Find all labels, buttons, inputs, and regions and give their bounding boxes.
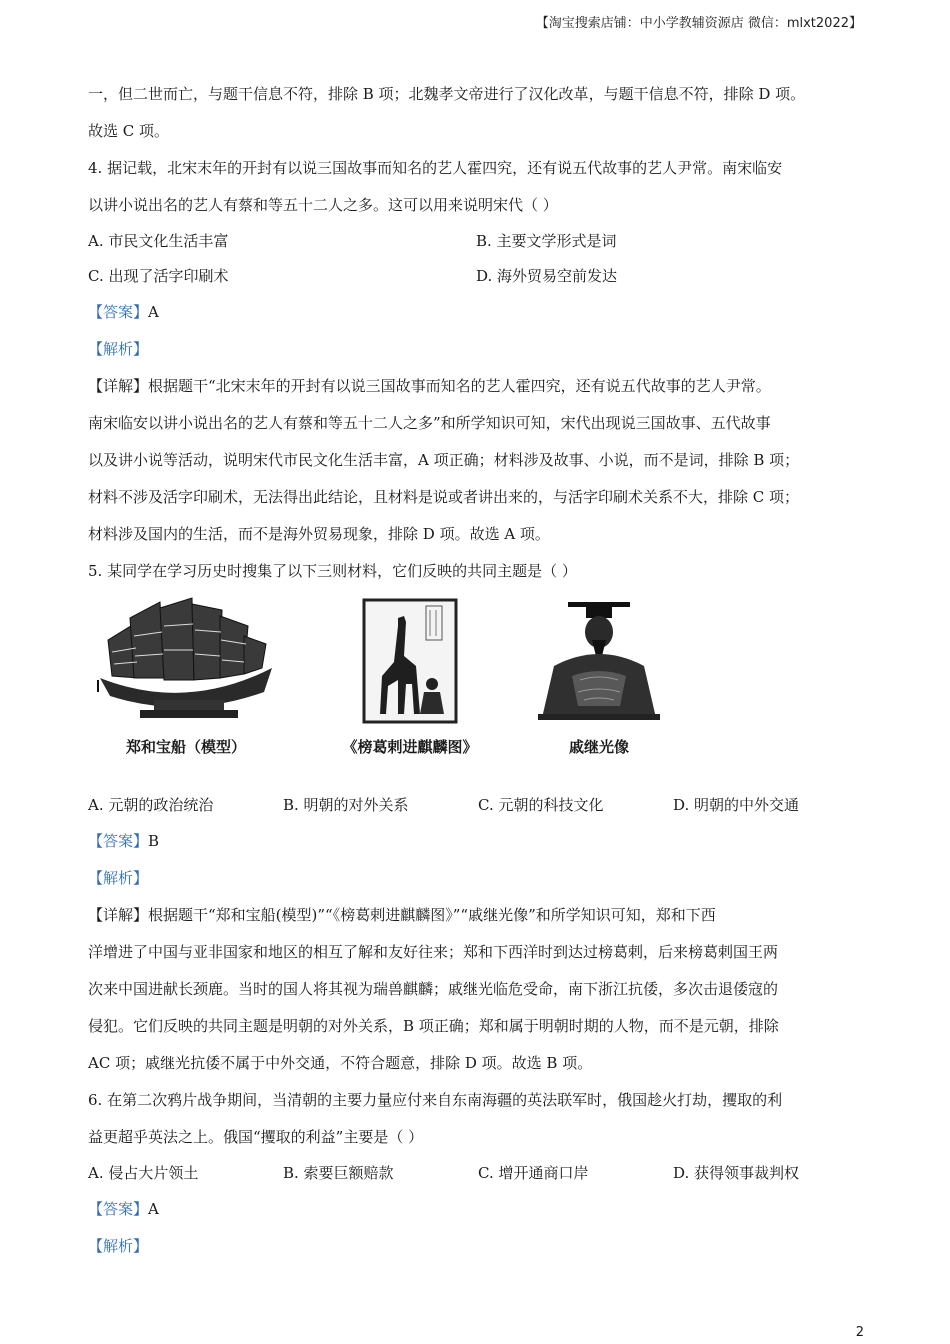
q6-answer-tag: 【答案】 xyxy=(88,1200,149,1218)
q5-analysis-tag: 【解析】 xyxy=(88,869,149,887)
q5-detail-text-1: 根据题干“郑和宝船(模型)”“《榜葛剌进麒麟图》”“戚继光像”和所学知识可知，郑和下西 xyxy=(148,906,716,924)
q5-option-b: B. 明朝的对外关系 xyxy=(283,796,409,814)
q4-detail-tag: 【详解】 xyxy=(88,377,149,395)
q6-option-b: B. 索要巨额赔款 xyxy=(283,1164,394,1182)
q4-analysis-tag: 【解析】 xyxy=(88,340,149,358)
q6-stem-line-1: 6. 在第二次鸦片战争期间，当清朝的主要力量应付来自东南海疆的英法联军时，俄国趁火打劫，攫取的利 xyxy=(88,1091,783,1109)
q4-detail-line-3: 以及讲小说等活动，说明宋代市民文化生活丰富，A 项正确；材料涉及故事、小说，而不是词，排除 B 项； xyxy=(88,451,800,469)
treasure-ship-image xyxy=(94,596,278,726)
caption-qi-jiguang-portrait: 戚继光像 xyxy=(568,738,629,756)
q5-detail-line-3: 次来中国进献长颈鹿。当时的国人将其视为瑞兽麒麟；戚继光临危受命，南下浙江抗倭，多次击退倭寇的 xyxy=(88,980,779,998)
q5-answer-value: B xyxy=(148,832,160,850)
q4-answer-value: A xyxy=(148,303,159,321)
q4-options-row-2 xyxy=(88,259,878,294)
q4-detail-text-1: 根据题干“北宋末年的开封有以说三国故事而知名的艺人霍四究，还有说五代故事的艺人尹常。 xyxy=(148,377,771,395)
q5-detail-line-2: 洋增进了中国与亚非国家和地区的相互了解和友好往来；郑和下西洋时到达过榜葛剌，后来榜葛剌国王两 xyxy=(88,943,779,961)
q4-answer xyxy=(88,294,878,331)
q6-answer-value: A xyxy=(148,1200,159,1218)
figure-qi-jiguang-portrait xyxy=(520,596,678,757)
q4-answer-tag: 【答案】 xyxy=(88,303,149,321)
q4-detail-line-1 xyxy=(88,368,878,405)
q4-detail-line-4: 材料不涉及活字印刷术，无法得出此结论，且材料是说或者讲出来的，与活字印刷术关系不大，排除 C 项； xyxy=(88,488,800,506)
page-content xyxy=(88,76,878,1265)
q6-answer xyxy=(88,1191,878,1228)
q6-analysis-tag: 【解析】 xyxy=(88,1237,149,1255)
shop-header: 【淘宝搜索店铺：中小学教辅资源店 微信：mlxt2022】 xyxy=(535,16,862,31)
q4-stem-line-2: 以讲小说出名的艺人有蔡和等五十二人之多。这可以用来说明宋代（ ） xyxy=(88,196,558,214)
q4-detail-line-2: 南宋临安以讲小说出名的艺人有蔡和等五十二人之多”和所学知识可知，宋代出现说三国故事、五代故事 xyxy=(88,414,771,432)
q4-options-row-1 xyxy=(88,224,878,259)
q5-option-d: D. 明朝的中外交通 xyxy=(673,796,800,814)
figure-giraffe-painting xyxy=(320,596,500,757)
caption-giraffe-painting: 《榜葛剌进麒麟图》 xyxy=(342,738,478,756)
q5-detail-line-4: 侵犯。它们反映的共同主题是明朝的对外关系，B 项正确；郑和属于明朝时期的人物，而不是元朝，排除 xyxy=(88,1017,779,1035)
q5-stem: 5. 某同学在学习历史时搜集了以下三则材料，它们反映的共同主题是（ ） xyxy=(88,562,577,580)
q5-detail-tag: 【详解】 xyxy=(88,906,149,924)
q5-detail-line-1 xyxy=(88,897,878,934)
q6-option-c: C. 增开通商口岸 xyxy=(478,1164,589,1182)
q5-figures xyxy=(88,592,878,788)
q6-option-a: A. 侵占大片领土 xyxy=(88,1164,199,1182)
q5-option-a: A. 元朝的政治统治 xyxy=(88,796,214,814)
giraffe-painting-image xyxy=(320,596,500,726)
q5-answer xyxy=(88,823,878,860)
q4-option-d: D. 海外贸易空前发达 xyxy=(476,267,618,285)
q4-option-b: B. 主要文学形式是词 xyxy=(476,232,617,250)
q4-option-a: A. 市民文化生活丰富 xyxy=(88,232,229,250)
q4-stem-line-1: 4. 据记载，北宋末年的开封有以说三国故事而知名的艺人霍四究，还有说五代故事的艺人尹常。南宋临安 xyxy=(88,159,783,177)
q6-stem-line-2: 益更超乎英法之上。俄国“攫取的利益”主要是（ ） xyxy=(88,1128,424,1146)
q4-detail-line-5: 材料涉及国内的生活，而不是海外贸易现象，排除 D 项。故选 A 项。 xyxy=(88,525,550,543)
figure-treasure-ship xyxy=(94,596,278,757)
q5-option-c: C. 元朝的科技文化 xyxy=(478,796,604,814)
q4-option-c: C. 出现了活字印刷术 xyxy=(88,267,229,285)
intro-line-2: 故选 C 项。 xyxy=(88,122,170,140)
q6-option-d: D. 获得领事裁判权 xyxy=(673,1164,800,1182)
q6-options-row xyxy=(88,1156,878,1191)
q5-answer-tag: 【答案】 xyxy=(88,832,149,850)
qi-jiguang-portrait-image xyxy=(520,596,678,726)
q5-detail-line-5: AC 项；戚继光抗倭不属于中外交通，不符合题意，排除 D 项。故选 B 项。 xyxy=(88,1054,593,1072)
caption-treasure-ship: 郑和宝船（模型） xyxy=(125,738,246,756)
page-number: 2 xyxy=(855,1325,864,1340)
intro-line-1: 一，但二世而亡，与题干信息不符，排除 B 项；北魏孝文帝进行了汉化改革，与题干信息不符，排除 D 项。 xyxy=(88,85,806,103)
q5-options-row xyxy=(88,788,878,823)
